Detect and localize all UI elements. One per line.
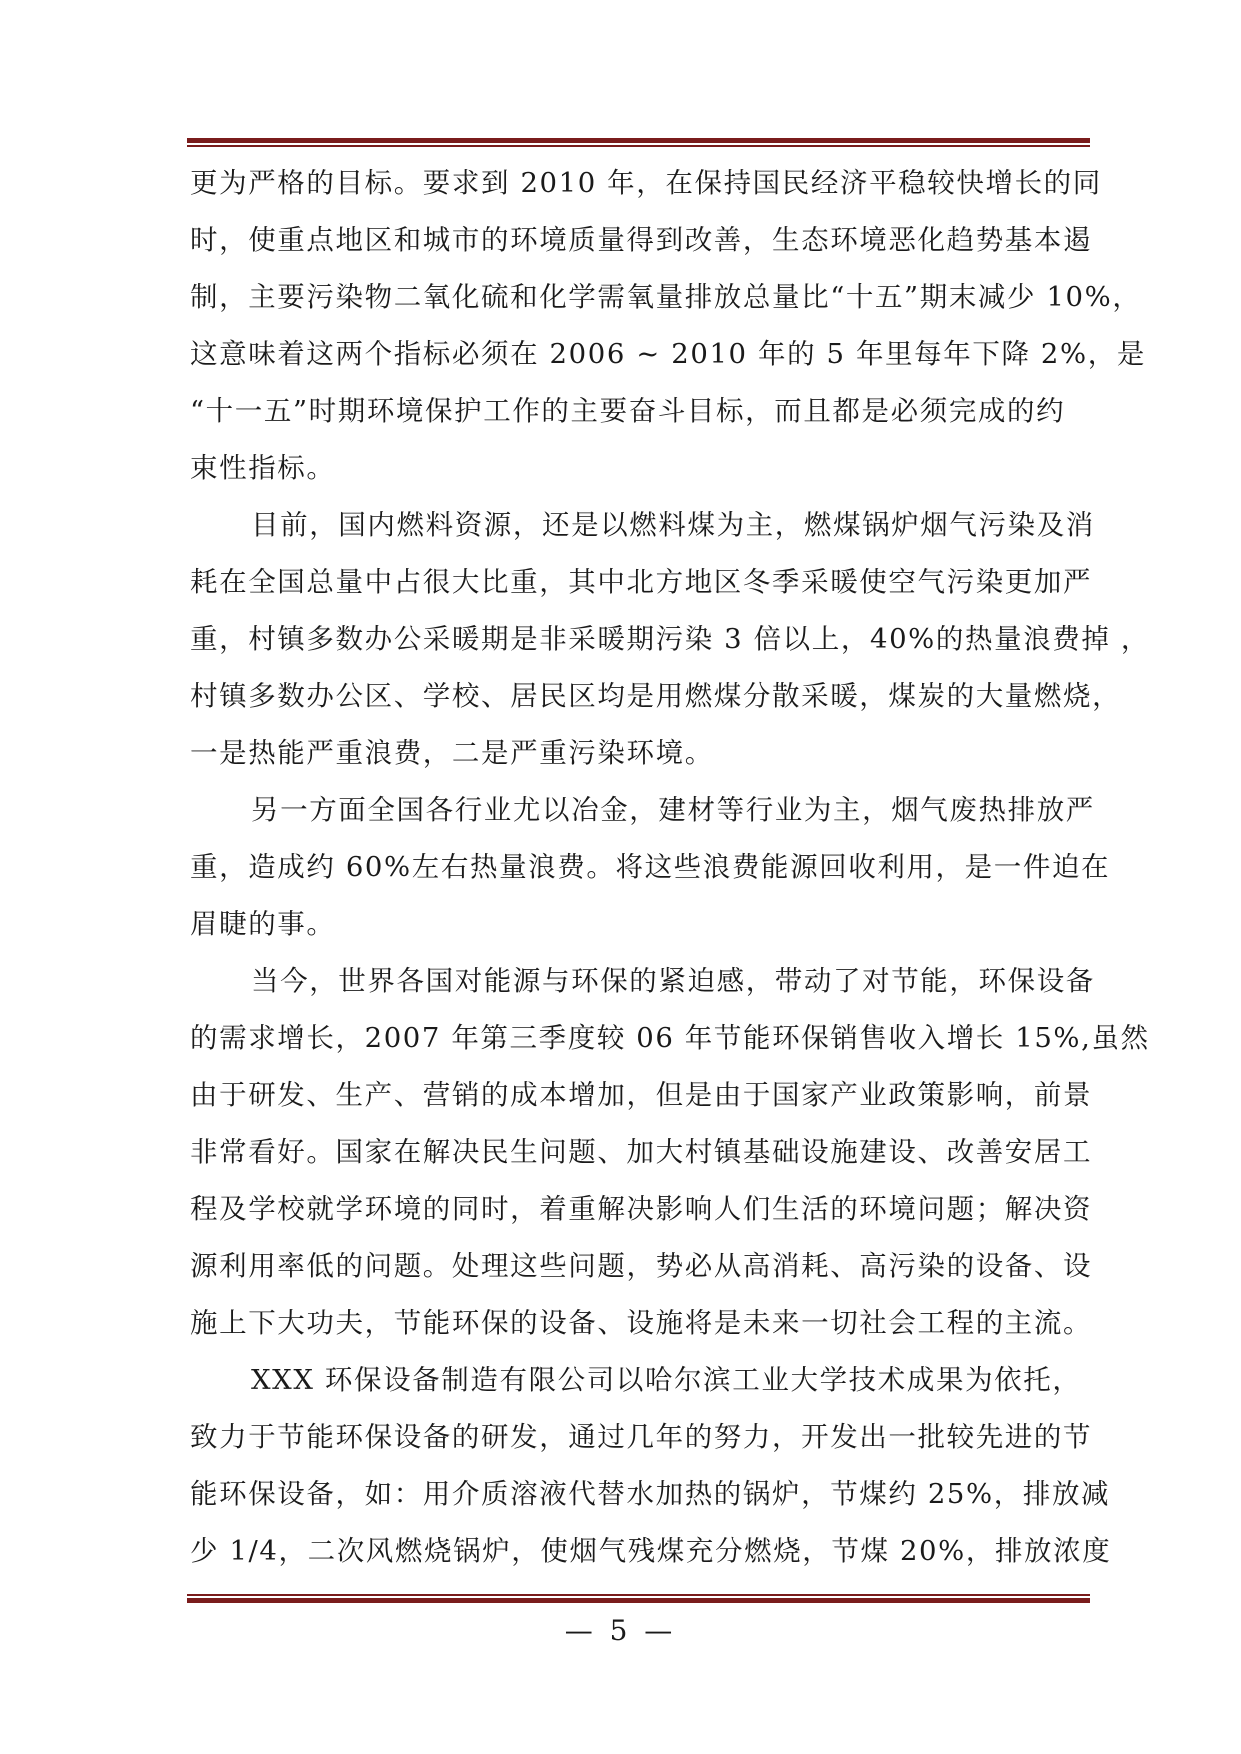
text-line: 一是热能严重浪费，二是严重污染环境。 bbox=[190, 737, 714, 769]
text-line: 致力于节能环保设备的研发，通过几年的努力，开发出一批较先进的节 bbox=[190, 1421, 1093, 1453]
header-rule bbox=[187, 138, 1090, 147]
text-line: 另一方面全国各行业尤以冶金，建材等行业为主，烟气废热排放严 bbox=[251, 794, 1095, 826]
paragraph bbox=[190, 155, 1146, 497]
text-line: 非常看好。国家在解决民生问题、加大村镇基础设施建设、改善安居工 bbox=[190, 1136, 1093, 1168]
paragraph bbox=[190, 1352, 1112, 1580]
text-line: 的需求增长，2007 年第三季度较 06 年节能环保销售收入增长 15%,虽然 bbox=[190, 1022, 1150, 1054]
text-line: 制，主要污染物二氧化硫和化学需氧量排放总量比“十五”期末减少 10%， bbox=[190, 281, 1142, 313]
text-line: 当今，世界各国对能源与环保的紧迫感，带动了对节能，环保设备 bbox=[251, 965, 1095, 997]
text-line: 重，造成约 60%左右热量浪费。将这些浪费能源回收利用，是一件迫在 bbox=[190, 851, 1111, 883]
text-line: 耗在全国总量中占很大比重，其中北方地区冬季采暖使空气污染更加严 bbox=[190, 566, 1093, 598]
text-line: “十一五”时期环境保护工作的主要奋斗目标，而且都是必须完成的约 bbox=[190, 395, 1066, 427]
text-line: 重，村镇多数办公采暖期是非采暖期污染 3 倍以上，40%的热量浪费掉 ， bbox=[190, 623, 1150, 655]
text-line: 程及学校就学环境的同时，着重解决影响人们生活的环境问题；解决资 bbox=[190, 1193, 1093, 1225]
text-line: 束性指标。 bbox=[190, 452, 336, 484]
text-line: 施上下大功夫，节能环保的设备、设施将是未来一切社会工程的主流。 bbox=[190, 1307, 1093, 1339]
text-line: 少 1/4，二次风燃烧锅炉，使烟气残煤充分燃烧，节煤 20%，排放浓度 bbox=[190, 1535, 1112, 1567]
text-line: 眉睫的事。 bbox=[190, 908, 336, 940]
text-line: 源利用率低的问题。处理这些问题，势必从高消耗、高污染的设备、设 bbox=[190, 1250, 1093, 1282]
body-text bbox=[190, 155, 1150, 1580]
text-line: 由于研发、生产、营销的成本增加，但是由于国家产业政策影响，前景 bbox=[190, 1079, 1093, 1111]
text-line: 村镇多数办公区、学校、居民区均是用燃煤分散采暖，煤炭的大量燃烧， bbox=[190, 680, 1122, 712]
paragraph bbox=[190, 782, 1111, 953]
text-line: XXX 环保设备制造有限公司以哈尔滨工业大学技术成果为依托， bbox=[251, 1364, 1082, 1396]
text-line: 这意味着这两个指标必须在 2006 ~ 2010 年的 5 年里每年下降 2%，是 bbox=[190, 338, 1146, 370]
text-line: 能环保设备，如：用介质溶液代替水加热的锅炉，节煤约 25%，排放减 bbox=[190, 1478, 1111, 1510]
paragraph bbox=[190, 497, 1150, 782]
page-number: — 5 — bbox=[564, 1614, 677, 1647]
text-line: 更为严格的目标。要求到 2010 年，在保持国民经济平稳较快增长的同 bbox=[190, 167, 1102, 199]
text-line: 目前，国内燃料资源，还是以燃料煤为主，燃煤锅炉烟气污染及消 bbox=[251, 509, 1095, 541]
footer-rule bbox=[187, 1594, 1090, 1603]
paragraph bbox=[190, 953, 1150, 1352]
text-line: 时，使重点地区和城市的环境质量得到改善，生态环境恶化趋势基本遏 bbox=[190, 224, 1093, 256]
